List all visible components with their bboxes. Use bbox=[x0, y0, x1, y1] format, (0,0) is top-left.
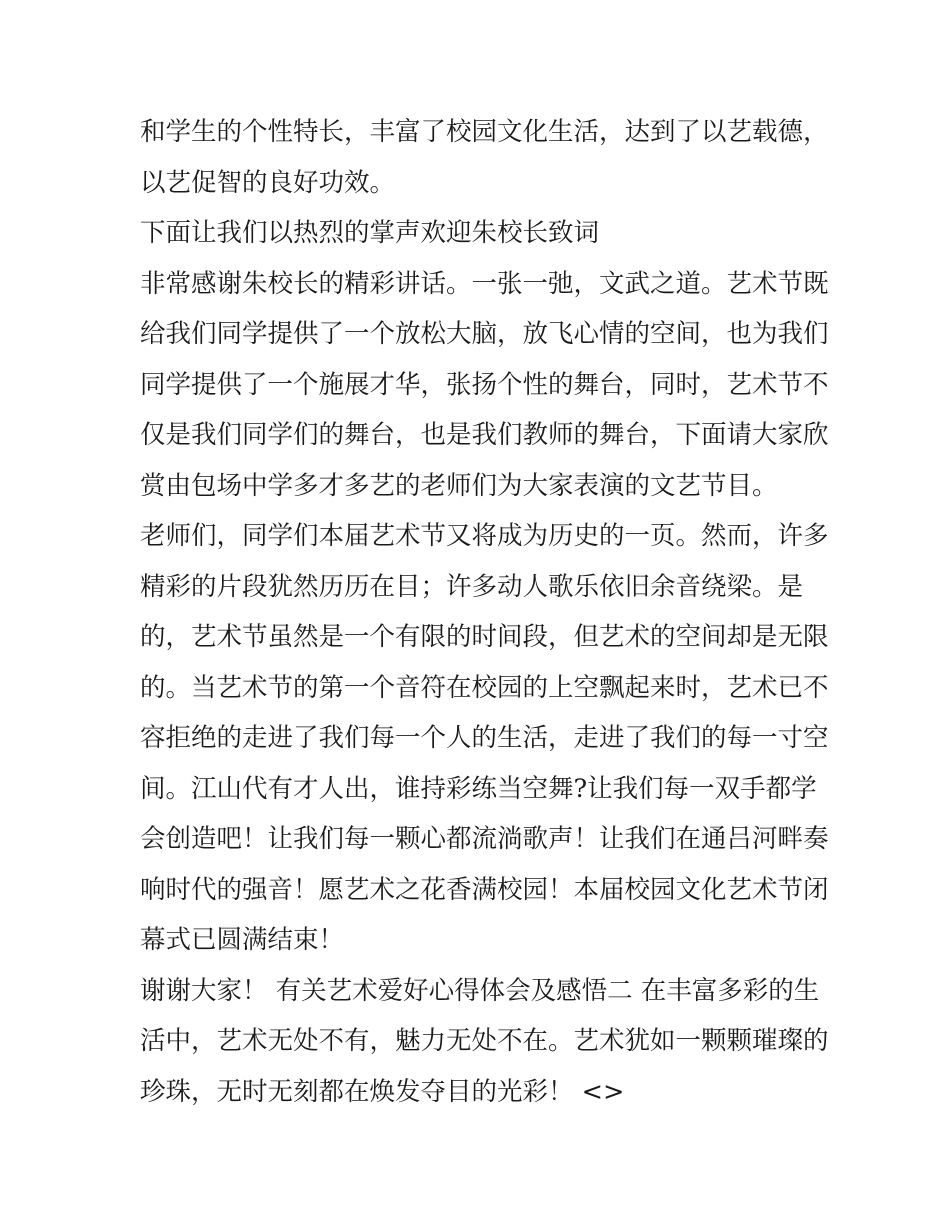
text-line: 赏由包场中学多才多艺的老师们为大家表演的文艺节目。 bbox=[140, 470, 778, 501]
text-line: 老师们，同学们本届艺术节又将成为历史的一页。然而，许多 bbox=[140, 521, 829, 551]
text-line: 仅是我们同学们的舞台，也是我们教师的舞台，下面请大家欣 bbox=[140, 420, 829, 450]
text-line: 的，艺术节虽然是一个有限的时间段，但艺术的空间却是无限 bbox=[140, 622, 829, 652]
text-line: 给我们同学提供了一个放松大脑，放飞心情的空间，也为我们 bbox=[140, 319, 829, 349]
text-line: 和学生的个性特长，丰富了校园文化生活，达到了以艺载德， bbox=[140, 117, 829, 147]
text-line: 的。当艺术节的第一个音符在校园的上空飘起来时，艺术已不 bbox=[140, 672, 829, 703]
text-line: 幕式已圆满结束！ bbox=[140, 925, 345, 955]
text-line: 精彩的片段犹然历历在目；许多动人歌乐依旧余音绕梁。是 bbox=[140, 571, 804, 602]
text-line: 间。江山代有才人出，谁持彩练当空舞?让我们每一双手都学 bbox=[140, 773, 817, 804]
document-body bbox=[140, 107, 829, 1117]
text-line: 容拒绝的走进了我们每一个人的生活，走进了我们的每一寸空 bbox=[140, 723, 829, 753]
text-line: 同学提供了一个施展才华，张扬个性的舞台，同时，艺术节不 bbox=[140, 369, 829, 400]
text-line: 谢谢大家！ 有关艺术爱好心得体会及感悟二 在丰富多彩的生 bbox=[140, 975, 820, 1006]
text-line: 活中，艺术无处不有，魅力无处不在。艺术犹如一颗颗璀璨的 bbox=[140, 1026, 829, 1056]
text-line: 非常感谢朱校长的精彩讲话。一张一弛，文武之道。艺术节既 bbox=[140, 268, 829, 299]
text-line: 响时代的强音！愿艺术之花香满校园！本届校园文化艺术节闭 bbox=[140, 874, 829, 905]
text-line: 会创造吧！让我们每一颗心都流淌歌声！让我们在通吕河畔奏 bbox=[140, 824, 829, 854]
text-line: 珍珠，无时无刻都在焕发夺目的光彩！ <> bbox=[140, 1076, 625, 1107]
text-line: 下面让我们以热烈的掌声欢迎朱校长致词 bbox=[140, 218, 600, 248]
text-line: 以艺促智的良好功效。 bbox=[140, 167, 396, 198]
